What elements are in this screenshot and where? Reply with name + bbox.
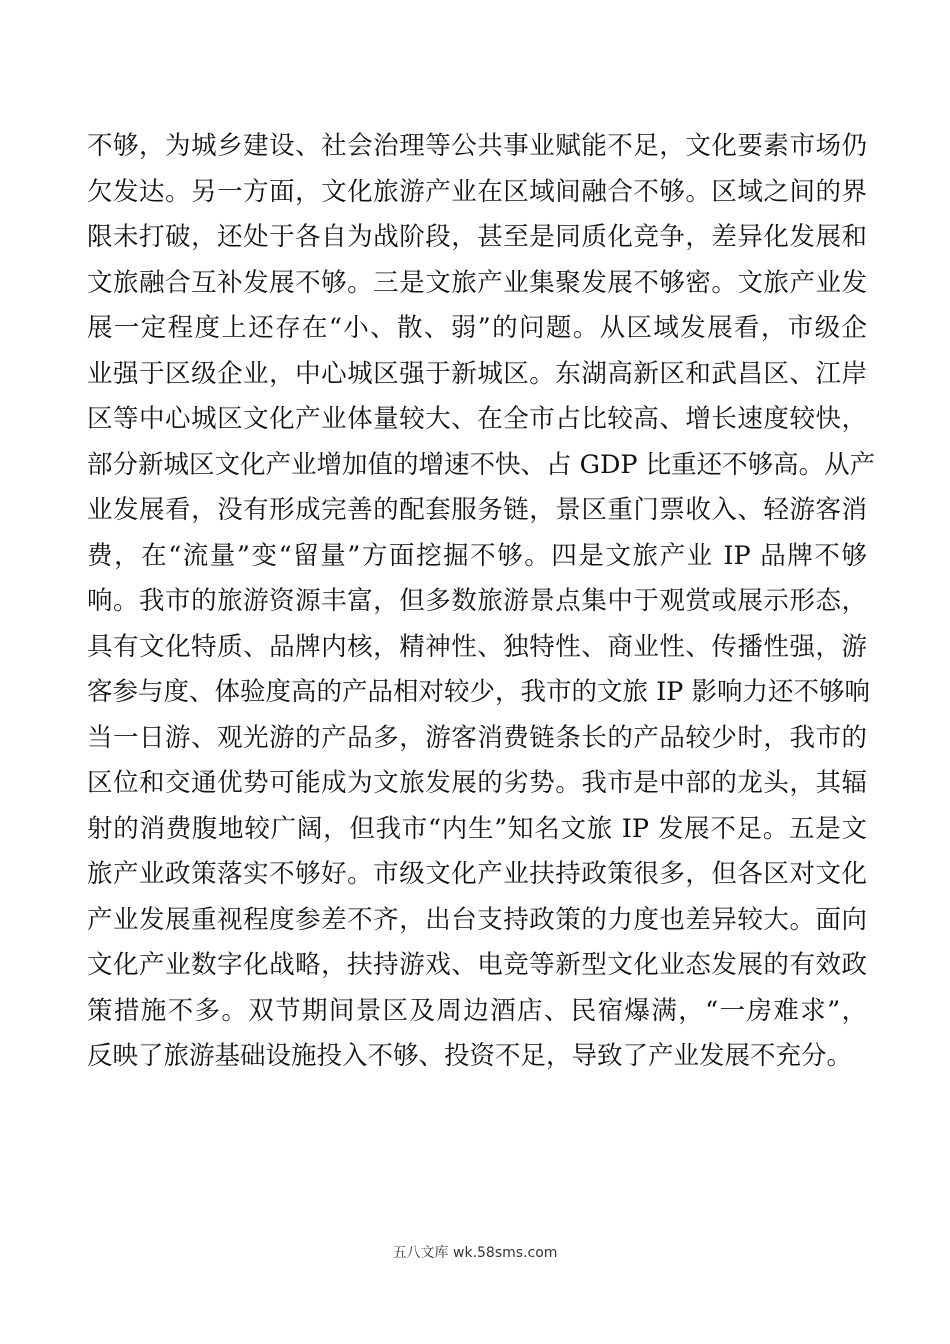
text-line: 射的消费腹地较广阔，但我市“内生”知名文旅 IP 发展不足。五是文 — [87, 813, 867, 844]
text-line: 业强于区级企业，中心城区强于新城区。东湖高新区和武昌区、江岸 — [87, 358, 867, 389]
text-line: 策措施不多。双节期间景区及周边酒店、民宿爆满，“一房难求”， — [87, 995, 867, 1026]
body-paragraph — [87, 124, 876, 1080]
text-line: 限未打破，还处于各自为战阶段，甚至是同质化竞争，差异化发展和 — [87, 222, 867, 252]
text-line: 旅产业政策落实不够好。市级文化产业扶持政策很多，但各区对文化 — [87, 859, 867, 889]
text-line: 展一定程度上还存在“小、散、弱”的问题。从区域发展看，市级企 — [87, 313, 867, 343]
text-line: 费，在“流量”变“留量”方面挖掘不够。四是文旅产业 IP 品牌不够 — [87, 540, 867, 571]
text-line: 部分新城区文化产业增加值的增速不快、占 GDP 比重还不够高。从产 — [87, 449, 876, 480]
text-line: 区等中心城区文化产业体量较大、在全市占比较高、增长速度较快， — [87, 404, 867, 434]
text-line: 欠发达。另一方面，文化旅游产业在区域间融合不够。区域之间的界 — [87, 176, 867, 207]
text-line: 客参与度、体验度高的产品相对较少，我市的文旅 IP 影响力还不够响 — [87, 677, 870, 707]
footer-watermark: 五八文库 wk.58sms.com — [392, 1245, 558, 1261]
text-line: 具有文化特质、品牌内核，精神性、独特性、商业性、传播性强，游 — [87, 631, 867, 662]
text-line: 业发展看，没有形成完善的配套服务链，景区重门票收入、轻游客消 — [87, 495, 867, 525]
text-line: 当一日游、观光游的产品多，游客消费链条长的产品较少时，我市的 — [87, 722, 867, 753]
text-line: 文旅融合互补发展不够。三是文旅产业集聚发展不够密。文旅产业发 — [87, 267, 867, 298]
text-line: 不够，为城乡建设、社会治理等公共事业赋能不足，文化要素市场仍 — [87, 131, 867, 161]
text-line: 产业发展重视程度参差不齐，出台支持政策的力度也差异较大。面向 — [87, 904, 867, 935]
text-line: 区位和交通优势可能成为文旅发展的劣势。我市是中部的龙头，其辐 — [87, 768, 867, 798]
text-line: 反映了旅游基础设施投入不够、投资不足，导致了产业发展不充分。 — [87, 1041, 853, 1071]
text-line: 文化产业数字化战略，扶持游戏、电竞等新型文化业态发展的有效政 — [87, 950, 867, 980]
text-line: 响。我市的旅游资源丰富，但多数旅游景点集中于观赏或展示形态， — [87, 586, 867, 616]
